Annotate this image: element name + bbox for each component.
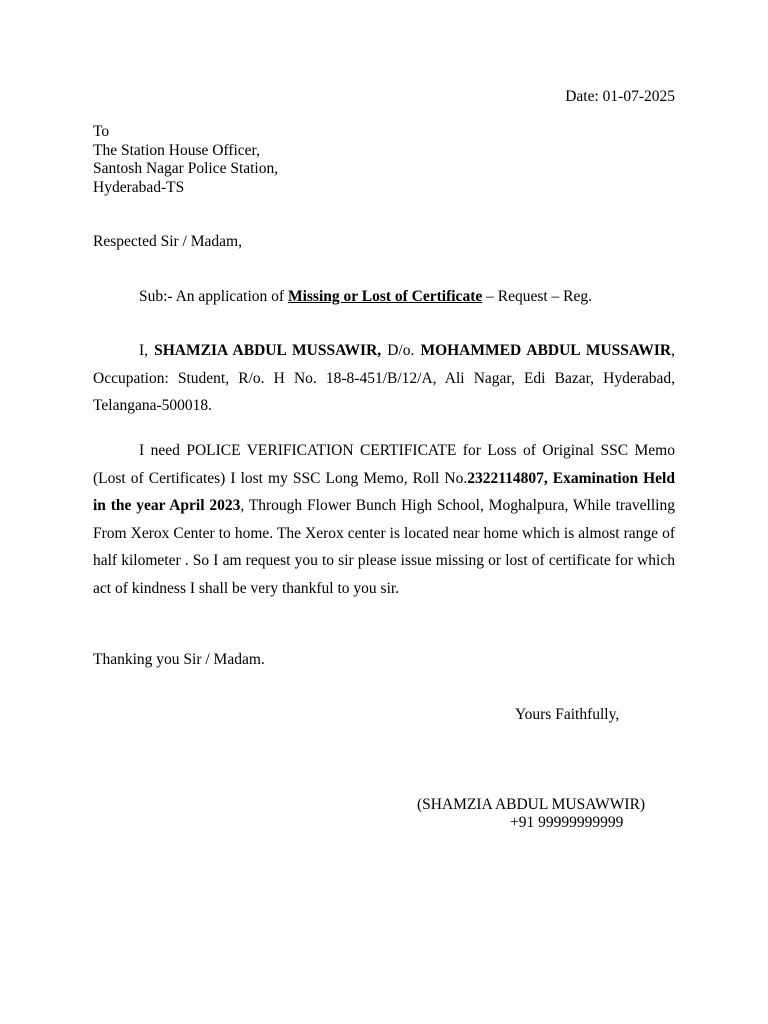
text-run: , Through Flower Bunch High School, Moghalpura, While travelling From Xerox Center to home. The Xerox center is located near home which is almost range of half kilometer . So I am request you to sir please issue missing or lost of certificate for which act of kindness I shall be very thankful to you sir. bbox=[93, 497, 675, 597]
thanks-line: Thanking you Sir / Madam. bbox=[93, 651, 265, 668]
recipient-address bbox=[93, 123, 278, 197]
applicant-name: SHAMZIA ABDUL MUSSAWIR, bbox=[154, 342, 382, 359]
request-body-paragraph bbox=[93, 437, 675, 602]
roll-number-exam: 2322114807, Examination Held in the year April 2023 bbox=[93, 469, 675, 514]
address-line: Hyderabad-TS bbox=[93, 178, 185, 196]
address-line: The Station House Officer, bbox=[93, 141, 260, 159]
father-name: MOHAMMED ABDUL MUSSAWIR bbox=[420, 342, 672, 359]
subject-prefix: Sub:- An application of bbox=[139, 288, 288, 305]
signature-phone: +91 99999999999 bbox=[510, 814, 624, 831]
salutation: Respected Sir / Madam, bbox=[93, 233, 242, 250]
subject-emphasis: Missing or Lost of Certificate bbox=[287, 288, 483, 305]
address-line: To bbox=[93, 123, 110, 140]
letter-date: Date: 01-07-2025 bbox=[565, 88, 675, 105]
text-run: I need POLICE VERIFICATION CERTIFICATE for Loss of Original SSC Memo (Lost of Certificates) I lost my SSC Long Memo, Roll No. bbox=[93, 442, 675, 487]
text-run: D/o. bbox=[381, 342, 421, 359]
address-line: Santosh Nagar Police Station, bbox=[93, 160, 279, 177]
signature-name: (SHAMZIA ABDUL MUSAWWIR) bbox=[417, 796, 646, 813]
subject-suffix: – Request – Reg. bbox=[482, 288, 593, 305]
applicant-details-paragraph bbox=[93, 337, 675, 420]
text-run: , Occupation: Student, R/o. H No. 18-8-451/B/12/A, Ali Nagar, Edi Bazar, Hyderabad, Telangana-500018. bbox=[93, 342, 675, 414]
subject-line bbox=[139, 287, 592, 307]
closing-line: Yours Faithfully, bbox=[515, 706, 620, 723]
text-run: I, bbox=[139, 342, 155, 359]
